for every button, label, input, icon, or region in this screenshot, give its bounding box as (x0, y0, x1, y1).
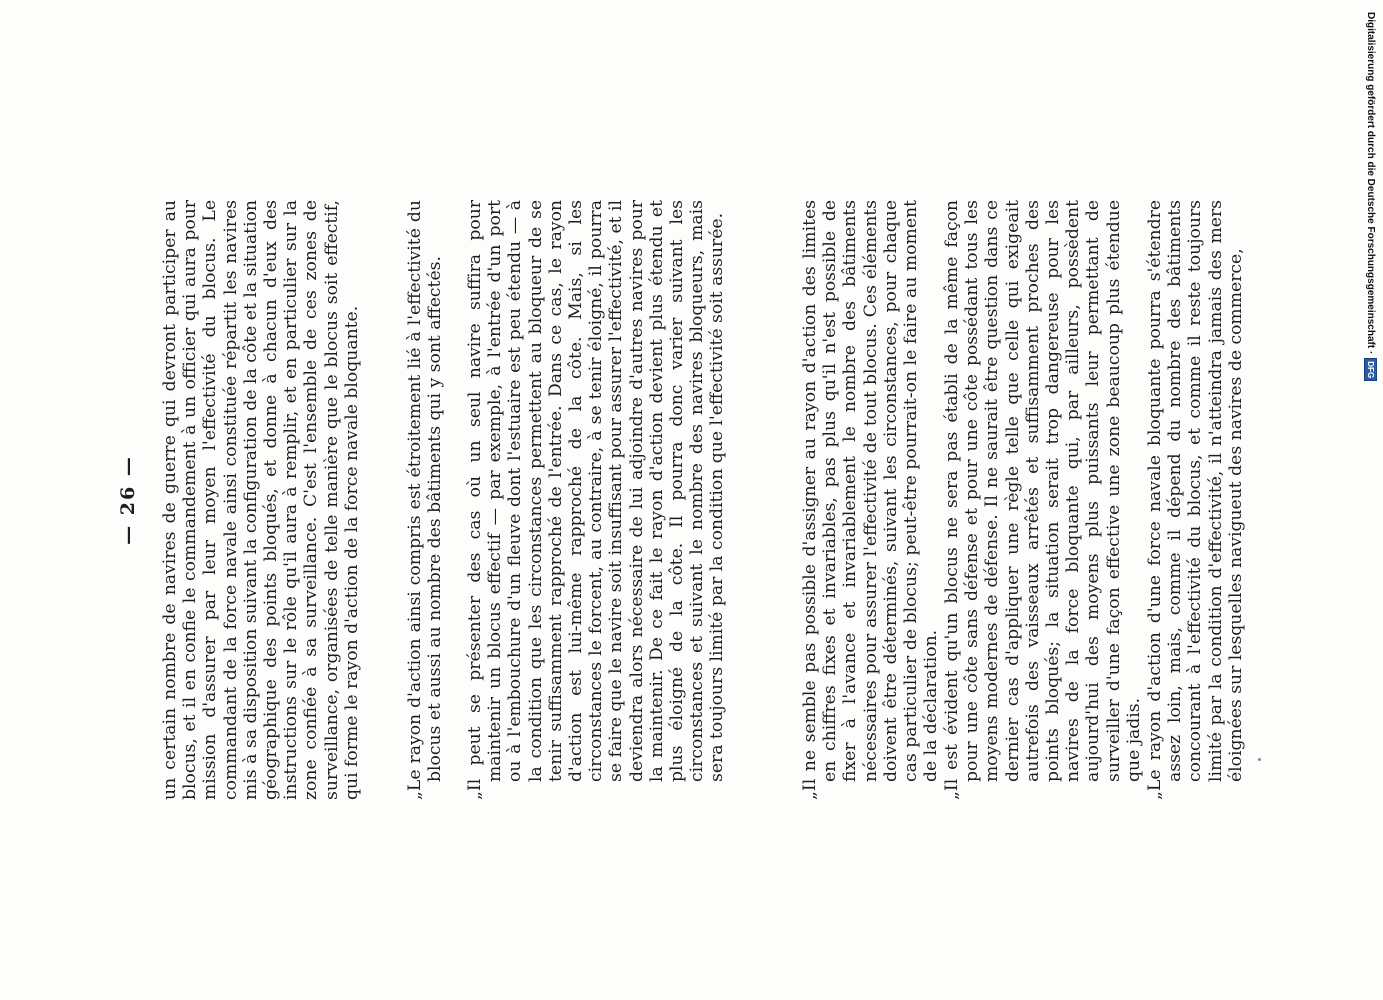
paragraph-1: un certain nombre de navires de guerre qui devront participer au blocus, et il en confie le commandement à un officier qui aura pour mission d'assurer par leur moyen l'effectivité du blocus. Le commandant de la force navale ainsi constituée répartit les navires mis à sa disposition suivant la configuration de la côte et la situation géographique des points bloqués, et donne à chacun d'eux des instructions sur le rôle qu'il aura à remplir, et en particulier sur la zone confiée à sa surveillance. C'est l'ensemble de ces zones de surveillance, organisées de telle manière que le blocus soit effectif, qui forme le rayon d'action de la force navale bloquante. (160, 200, 362, 800)
paragraph-3: „Il peut se présenter des cas où un seul navire suffira pour maintenir un blocus effectif — par exemple, à l'entrée d'un port ou à l'embouchure d'un fleuve dont l'estuaire est peu étendu — à la condition que les circonstances permettent au bloqueur de se tenir suffisamment rapproché de l'entrée. Dans ce cas, le rayon d'action est lui-même rapproché de la côte. Mais, si les circonstances le forcent, au contraire, à se tenir éloigné, il pourra se faire que le navire soit insuffisant pour assurer l'effectivité, et il deviendra alors nécessaire de lui adjoindre d'autres navires pour la maintenir. De ce fait le rayon d'action devient plus étendu et plus éloigné de la côte. Il pourra donc varier suivant les circonstances et suivant le nombre des navires bloqueurs, mais sera toujours limité par la condition que l'effectivité soit assurée. (465, 199, 728, 800)
scan-speck (1258, 758, 1261, 761)
funding-credit (1364, 12, 1378, 612)
page-number: — 26 — (117, 455, 139, 545)
funding-credit-text: Digitalisierung gefördert durch die Deutsche Forschungsgemeinschaft · (1365, 12, 1377, 355)
rotated-document-page (117, 199, 1260, 800)
paragraph-6: „Le rayon d'action d'une force navale bloquante pourra s'étendre assez loin, mais, comme il dépend du nombre des bâtiments concourant à l'effectivité du blocus, et comme il reste toujours limité par la condition d'effectivité, il n'atteindra jamais des mers éloignées sur lesquelles navigueut des navires de commerce, (1145, 200, 1246, 800)
dfg-logo: DFG (1365, 358, 1378, 381)
paragraph-4: „Il ne semble pas possible d'assigner au rayon d'action des limites en chiffres fixes et invariables, pas plus qu'il n'est possible de fixer à l'avance et invariablement le nombre des bâtiments nécessaires pour assurer l'effectivité de tout blocus. Ces éléments doivent être déterminés, suivant les circonstances, pour chaque cas particulier de blocus; peut-être pourrait-on le faire au moment de la déclaration. (800, 200, 942, 800)
paragraph-2: „Le rayon d'action ainsi compris est étroitement lié à l'effectivité du blocus et aussi au nombre des bâtiments qui y sont affectés. (405, 200, 446, 800)
paragraph-5: „Il est évident qu'un blocus ne sera pas établi de la même façon pour une côte sans défense et pour une côte possédant tous les moyens modernes de défense. Il ne saurait être question dans ce dernier cas d'appliquer une règle telle que celle qui exigeait autrefois des vaisseaux arrêtés et suffisamment proches des points bloqués; la situation serait trop dangereuse pour les navires de la force bloquante qui, par ailleurs, possèdent aujourd'hui des moyens plus puissants leur permettant de surveiller d'une façon effective une zone beaucoup plus étendue que jadis. (942, 200, 1144, 800)
